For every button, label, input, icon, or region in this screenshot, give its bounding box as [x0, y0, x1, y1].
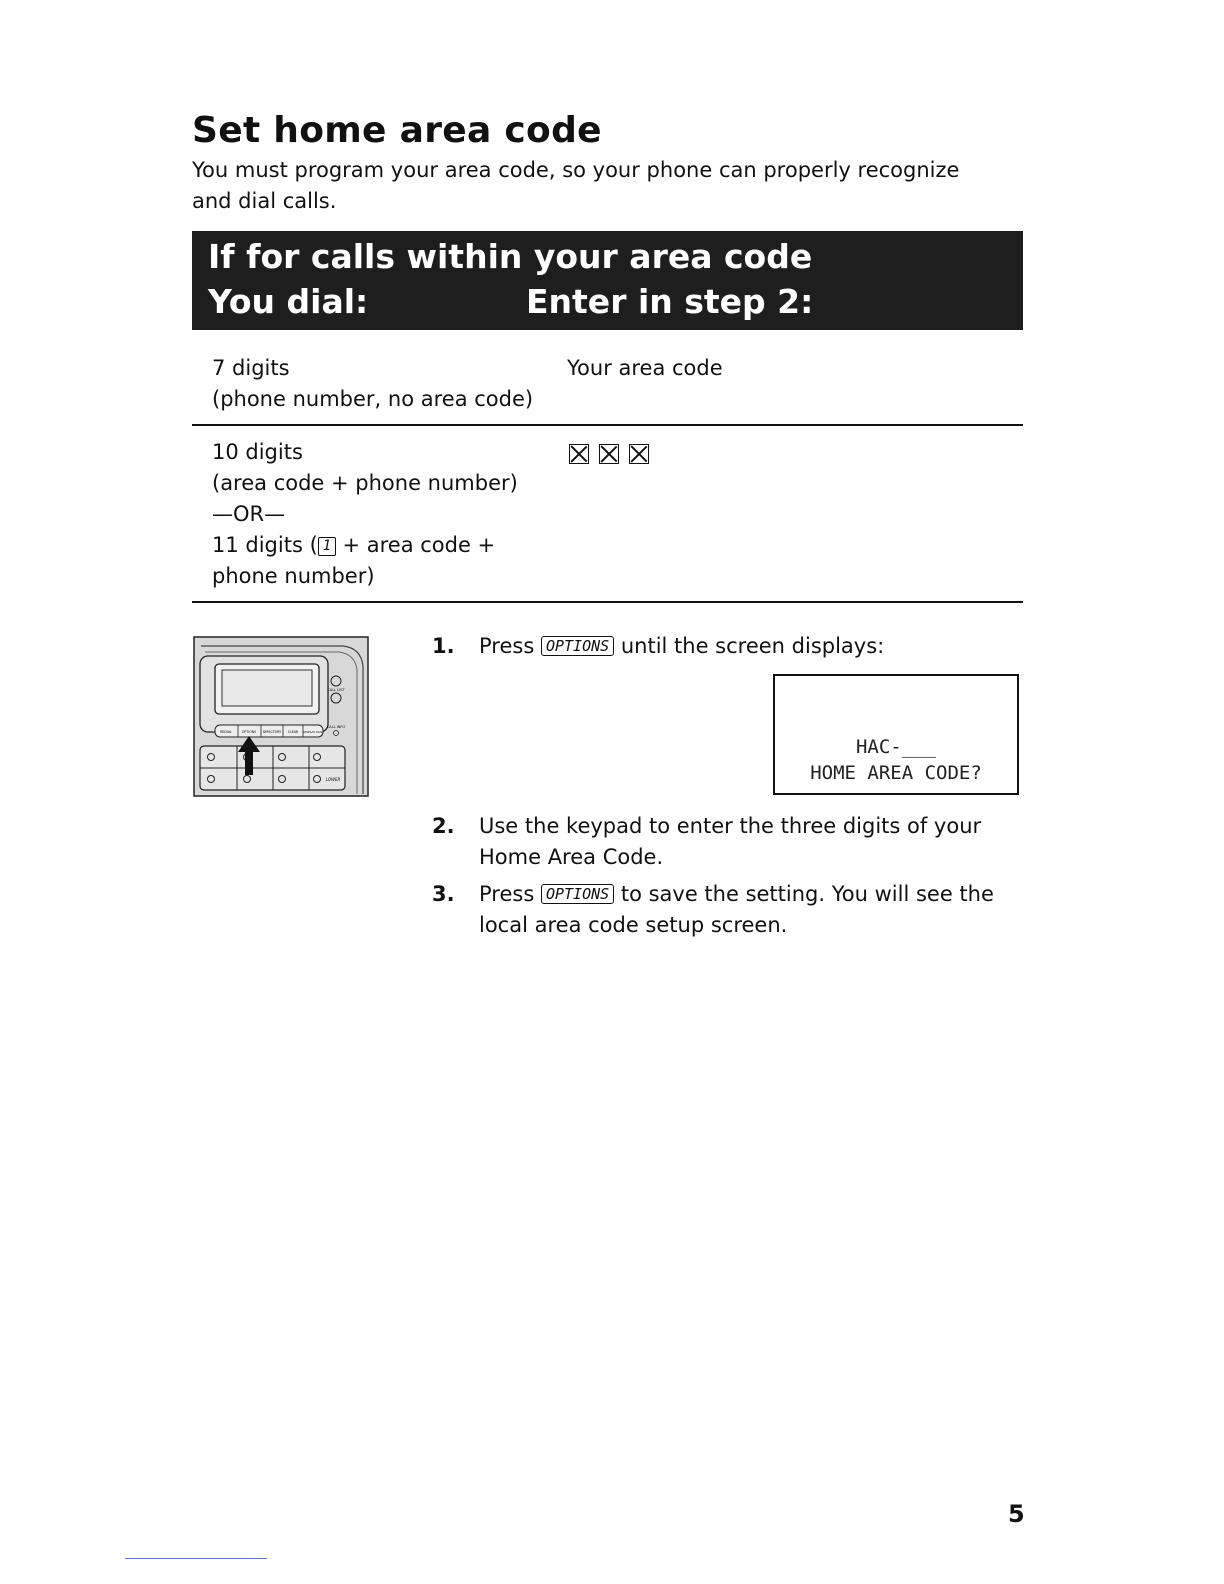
x-box-icon [629, 444, 649, 464]
step-number: 3. [432, 882, 455, 906]
column-header-enter: Enter in step 2: [526, 282, 814, 321]
options-key-icon: OPTIONS [541, 884, 614, 904]
row2-dial-line5: phone number) [212, 564, 375, 588]
step-3 [432, 879, 1024, 941]
x-box-icon [599, 444, 619, 464]
page-number: 5 [1008, 1500, 1025, 1528]
page-title: Set home area code [192, 110, 602, 151]
footer-divider [125, 1558, 267, 1559]
lcd-screen [773, 674, 1019, 795]
step-number: 1. [432, 634, 455, 658]
row1-enter: Your area code [567, 356, 723, 380]
key-1-icon: 1 [318, 537, 336, 556]
row2-dial-line4 [212, 530, 518, 561]
intro-text: You must program your area code, so your phone can properly recognize and dial calls. [192, 158, 960, 213]
table-row [212, 353, 533, 415]
step-2 [432, 811, 1024, 873]
row1-dial-line1: 7 digits [212, 356, 290, 380]
row2-dial-line1: 10 digits [212, 440, 303, 464]
side-label-call-list: CALL LIST [327, 688, 345, 692]
step-1-text-post: until the screen displays: [614, 634, 885, 658]
button-label-redial: REDIAL [220, 730, 232, 734]
side-label-lower: LOWER [325, 777, 341, 782]
step-1 [432, 631, 1024, 662]
row2-dial-line4-prefix: 11 digits ( [212, 533, 318, 557]
lcd-line-1: HAC-___ [855, 736, 937, 758]
step-3-text-post: to save the setting. You will see the local area code setup screen. [479, 882, 994, 937]
button-label-display-dial: DISPLAY DIAL [302, 730, 324, 734]
row2-dial-line4-suffix: + area code + [335, 533, 496, 557]
lcd-line-2: HOME AREA CODE? [810, 762, 982, 784]
phone-base-illustration [193, 636, 369, 797]
button-label-clear: CLEAR [287, 730, 299, 734]
x-box-icon [569, 444, 589, 464]
row1-dial-line2: (phone number, no area code) [212, 387, 534, 411]
table-row [212, 437, 518, 592]
side-label-call-info: CALL INFO [326, 725, 346, 729]
table-header [192, 231, 1023, 330]
options-key-icon: OPTIONS [541, 636, 614, 656]
step-1-text-pre: Press [479, 634, 541, 658]
row2-dial-line2: (area code + phone number) [212, 471, 518, 495]
button-label-directory: DIRECTORY [262, 730, 282, 734]
step-2-text: Use the keypad to enter the three digits of your Home Area Code. [479, 814, 982, 869]
step-3-text-pre: Press [479, 882, 541, 906]
table-header-title: If for calls within your area code [208, 237, 813, 276]
table-divider [192, 424, 1023, 426]
button-label-options: OPTIONS [241, 730, 257, 734]
column-header-you-dial: You dial: [208, 282, 369, 321]
row2-enter [569, 443, 659, 464]
table-divider [192, 601, 1023, 603]
step-number: 2. [432, 814, 455, 838]
row2-dial-or: —OR— [212, 502, 286, 526]
